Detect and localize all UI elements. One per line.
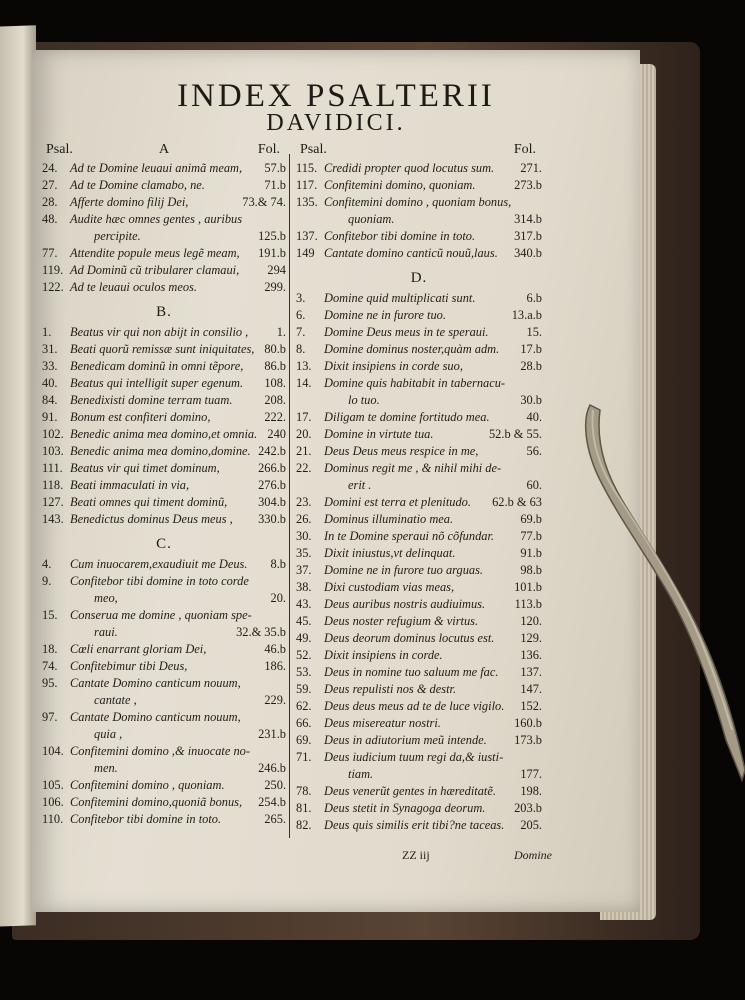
folio-reference: 52.b & 55. — [488, 427, 542, 441]
incipit-text: Domine ne in furore tuo arguas. — [324, 563, 484, 577]
psalm-number: 35. — [296, 546, 312, 560]
index-entry — [42, 794, 286, 811]
folio-reference: 108. — [264, 376, 286, 390]
folio-reference: 152. — [520, 699, 542, 713]
psalm-number: 71. — [296, 750, 312, 764]
index-entry — [42, 409, 286, 426]
psalm-number: 27. — [42, 178, 58, 192]
psalm-number: 6. — [296, 308, 306, 322]
incipit-text: Diligam te domine fortitudo mea. — [324, 410, 490, 424]
psalm-number: 91. — [42, 410, 58, 424]
section-letter: C. — [156, 536, 172, 552]
psalm-number: 38. — [296, 580, 312, 594]
incipit-text: Bonum est confiteri domino, — [70, 410, 211, 424]
index-entry — [42, 358, 286, 375]
psalm-number: 13. — [296, 359, 312, 373]
folio-reference: 340.b — [514, 246, 542, 260]
psalm-number: 33. — [42, 359, 58, 373]
folio-reference: 299. — [264, 280, 286, 294]
index-entry — [296, 715, 542, 732]
incipit-text: percipite. — [94, 229, 141, 243]
incipit-text: Beatus vir qui timet dominum, — [70, 461, 220, 475]
folio-reference: 57.b — [264, 161, 286, 175]
folio-reference: 77.b — [520, 529, 542, 543]
index-entry — [42, 811, 286, 828]
folio-reference: 205. — [520, 818, 542, 832]
folio-reference: 125.b — [258, 229, 286, 243]
folio-reference: 40. — [526, 410, 542, 424]
index-entry — [296, 528, 542, 545]
folio-reference: 314.b — [514, 212, 542, 226]
incipit-text: Benedic anima mea domino,domine. — [70, 444, 251, 458]
psalm-number: 3. — [296, 291, 306, 305]
index-entry — [296, 766, 542, 783]
index-entry — [42, 675, 286, 692]
index-entry — [42, 709, 286, 726]
index-entry — [296, 511, 542, 528]
fol-heading: Fol. — [513, 142, 536, 157]
psalm-number: 7. — [296, 325, 306, 339]
index-entry — [42, 194, 286, 211]
index-entry — [42, 177, 286, 194]
folio-reference: 273.b — [514, 178, 542, 192]
psalm-number: 118. — [42, 478, 64, 492]
psalm-number: 102. — [42, 427, 64, 441]
psalm-number: 43. — [296, 597, 312, 611]
index-entry — [42, 228, 286, 245]
psalm-number: 52. — [296, 648, 312, 662]
psalm-number: 66. — [296, 716, 312, 730]
folio-reference: 20. — [270, 591, 286, 605]
index-entry — [42, 460, 286, 477]
folio-reference: 69.b — [520, 512, 542, 526]
incipit-text: meo, — [94, 591, 118, 605]
folio-reference: 330.b — [258, 512, 286, 526]
incipit-text: Benedic anima mea domino,et omnia. — [70, 427, 258, 441]
incipit-text: Confitebor tibi domine in toto. — [324, 229, 476, 243]
index-entry — [296, 375, 542, 392]
incipit-text: quia , — [94, 727, 123, 741]
folio-reference: 8.b — [270, 557, 286, 571]
folio-reference: 266.b — [258, 461, 286, 475]
index-entry — [296, 732, 542, 749]
incipit-text: Confitebor tibi domine in toto. — [70, 812, 222, 826]
psalm-number: 14. — [296, 376, 312, 390]
incipit-text: Beati immaculati in via, — [70, 478, 190, 492]
index-entry — [296, 783, 542, 800]
index-entry — [296, 194, 542, 211]
folio-reference: 80.b — [264, 342, 286, 356]
folio-reference: 13.a.b — [511, 308, 542, 322]
incipit-text: Conserua me domine , quoniam spe- — [70, 608, 252, 622]
index-entry — [42, 624, 286, 641]
index-entry — [42, 726, 286, 743]
folio-reference: 137. — [520, 665, 542, 679]
index-entry — [296, 358, 542, 375]
incipit-text: Cum inuocarem,exaudiuit me Deus. — [70, 557, 248, 571]
index-entry — [42, 494, 286, 511]
psalm-number: 31. — [42, 342, 58, 356]
psalm-number: 149 — [296, 246, 315, 260]
index-entry — [296, 749, 542, 766]
folio-reference: 28.b — [520, 359, 542, 373]
index-entry — [296, 211, 542, 228]
column-header — [296, 138, 542, 160]
incipit-text: Ad Dominũ cũ tribularer clamaui, — [70, 263, 240, 277]
incipit-text: Cantate domino canticũ nouũ,laus. — [324, 246, 498, 260]
incipit-text: erit . — [348, 478, 372, 492]
index-entry — [42, 477, 286, 494]
page-footer — [402, 848, 552, 868]
psalm-number: 78. — [296, 784, 312, 798]
incipit-text: Benedixisti domine terram tuam. — [70, 393, 233, 407]
folio-reference: 62.b & 63 — [492, 495, 542, 509]
psalm-number: 22. — [296, 461, 312, 475]
psalm-number: 143. — [42, 512, 64, 526]
index-entry — [42, 392, 286, 409]
index-entry — [296, 545, 542, 562]
incipit-text: Cantate Domino canticum nouum, — [70, 710, 241, 724]
incipit-text: Beatus vir qui non abijt in consilio , — [70, 325, 249, 339]
incipit-text: Domine in virtute tua. — [324, 427, 434, 441]
psalm-number: 95. — [42, 676, 58, 690]
index-entry — [296, 630, 542, 647]
psalm-number: 24. — [42, 161, 58, 175]
folio-reference: 113.b — [514, 597, 542, 611]
folio-reference: 91.b — [520, 546, 542, 560]
folio-reference: 56. — [526, 444, 542, 458]
folio-reference: 46.b — [264, 642, 286, 656]
folio-reference: 317.b — [514, 229, 542, 243]
incipit-text: lo tuo. — [348, 393, 380, 407]
incipit-text: Domine Deus meus in te speraui. — [324, 325, 489, 339]
folio-reference: 17.b — [520, 342, 542, 356]
psalm-number: 59. — [296, 682, 312, 696]
incipit-text: Ad te leuaui oculos meos. — [70, 280, 197, 294]
index-entry — [42, 743, 286, 760]
psalm-number: 111. — [42, 461, 63, 475]
index-entry — [296, 477, 542, 494]
psalm-number: 4. — [42, 557, 52, 571]
incipit-text: tiam. — [348, 767, 374, 781]
facing-page-edge — [0, 25, 36, 927]
index-entry — [42, 760, 286, 777]
psalm-number: 81. — [296, 801, 312, 815]
psalm-number: 28. — [42, 195, 58, 209]
incipit-text: Confitebimur tibi Deus, — [70, 659, 188, 673]
folio-reference: 276.b — [258, 478, 286, 492]
index-entry — [296, 160, 542, 177]
incipit-text: Audite hæc omnes gentes , auribus — [70, 212, 243, 226]
psalm-number: 137. — [296, 229, 318, 243]
index-entry — [296, 613, 542, 630]
psalm-number: 1. — [42, 325, 52, 339]
psalm-number: 103. — [42, 444, 64, 458]
folio-reference: 186. — [264, 659, 286, 673]
incipit-text: Dixi custodiam vias meas, — [324, 580, 455, 594]
index-entry — [42, 692, 286, 709]
index-entry — [296, 245, 542, 262]
index-entry — [42, 375, 286, 392]
section-letter: D. — [410, 270, 428, 286]
incipit-text: Benedicam dominũ in omni tẽpore, — [70, 359, 244, 373]
psalm-number: 23. — [296, 495, 312, 509]
psalm-number: 110. — [42, 812, 64, 826]
psalm-number: 105. — [42, 778, 64, 792]
index-entry — [296, 698, 542, 715]
folio-reference: 1. — [276, 325, 286, 339]
incipit-text: cantate , — [94, 693, 137, 707]
incipit-text: Beati omnes qui timent dominũ, — [70, 495, 228, 509]
psal-heading: Psal. — [46, 142, 73, 157]
incipit-text: Beati quorũ remissæ sunt iniquitates, — [70, 342, 255, 356]
folio-reference: 177. — [520, 767, 542, 781]
catchword: Domine — [514, 848, 552, 862]
index-entry — [296, 177, 542, 194]
index-entry — [296, 800, 542, 817]
incipit-text: Cantate Domino canticum nouum, — [70, 676, 241, 690]
incipit-text: Dominus regit me , & nihil mihi de- — [324, 461, 502, 475]
index-entry — [296, 494, 542, 511]
index-entry — [42, 777, 286, 794]
incipit-text: Deus quis similis erit tibi?ne taceas. — [324, 818, 505, 832]
index-entry — [42, 324, 286, 341]
section-letter: B. — [156, 304, 172, 320]
incipit-text: Deus repulisti nos & destr. — [324, 682, 457, 696]
incipit-text: Credidi propter quod locutus sum. — [324, 161, 495, 175]
psalm-number: 104. — [42, 744, 64, 758]
folio-reference: 294 — [267, 263, 286, 277]
signature-mark: ZZ iij — [402, 848, 430, 862]
column-divider — [289, 154, 290, 838]
folio-reference: 304.b — [258, 495, 286, 509]
index-entry — [296, 324, 542, 341]
folio-reference: 147. — [520, 682, 542, 696]
incipit-text: Deus stetit in Synagoga deorum. — [324, 801, 486, 815]
folio-reference: 136. — [520, 648, 542, 662]
incipit-text: Cœli enarrant gloriam Dei, — [70, 642, 207, 656]
index-entry — [296, 341, 542, 358]
index-entry — [42, 641, 286, 658]
incipit-text: Deus venerũt gentes in hæreditatẽ. — [324, 784, 496, 798]
incipit-text: Domine dominus noster,quàm adm. — [324, 342, 500, 356]
index-entry — [42, 245, 286, 262]
folio-reference: 229. — [264, 693, 286, 707]
folio-reference: 203.b — [514, 801, 542, 815]
index-entry — [42, 511, 286, 528]
folio-reference: 30.b — [520, 393, 542, 407]
index-entry — [42, 590, 286, 607]
incipit-text: Confitemini domino, quoniam. — [324, 178, 476, 192]
psalm-number: 74. — [42, 659, 58, 673]
incipit-text: Dominus illuminatio mea. — [324, 512, 454, 526]
psalm-number: 122. — [42, 280, 64, 294]
psalm-number: 127. — [42, 495, 64, 509]
folio-reference: 208. — [264, 393, 286, 407]
index-entry — [42, 556, 286, 573]
psalm-number: 21. — [296, 444, 312, 458]
psalm-number: 37. — [296, 563, 312, 577]
psalm-number: 135. — [296, 195, 318, 209]
right-column — [296, 138, 542, 834]
index-entry — [296, 817, 542, 834]
folio-reference: 240 — [267, 427, 286, 441]
folio-reference: 15. — [526, 325, 542, 339]
folio-reference: 60. — [526, 478, 542, 492]
incipit-text: Domini est terra et plenitudo. — [324, 495, 471, 509]
index-entry — [42, 262, 286, 279]
psalm-number: 97. — [42, 710, 58, 724]
folio-reference: 160.b — [514, 716, 542, 730]
index-entry — [42, 573, 286, 590]
folio-reference: 173.b — [514, 733, 542, 747]
psalm-number: 26. — [296, 512, 312, 526]
incipit-text: Deus in nomine tuo saluum me fac. — [324, 665, 499, 679]
incipit-text: Confitebor tibi domine in toto corde — [70, 574, 249, 588]
folio-reference: 242.b — [258, 444, 286, 458]
psalm-number: 8. — [296, 342, 306, 356]
left-column — [42, 138, 286, 828]
page-title: INDEX PSALTERII — [177, 78, 495, 114]
psalm-number: 106. — [42, 795, 64, 809]
incipit-text: Confitemini domino , quoniam. — [70, 778, 225, 792]
index-entry — [42, 211, 286, 228]
index-entry — [42, 426, 286, 443]
incipit-text: Afferte domino filij Dei, — [70, 195, 189, 209]
incipit-text: In te Domine speraui nõ cõfundar. — [324, 529, 495, 543]
column-header — [42, 138, 286, 160]
index-entry — [42, 443, 286, 460]
incipit-text: Dixit insipiens in corde suo, — [324, 359, 463, 373]
folio-reference: 222. — [264, 410, 286, 424]
index-entry — [296, 443, 542, 460]
section-letter-a: A — [158, 142, 170, 157]
psalm-number: 53. — [296, 665, 312, 679]
folio-reference: 271. — [520, 161, 542, 175]
folio-reference: 198. — [520, 784, 542, 798]
index-entry — [42, 279, 286, 296]
index-entry — [296, 579, 542, 596]
psalm-number: 115. — [296, 161, 318, 175]
index-entry — [296, 426, 542, 443]
folio-reference: 191.b — [258, 246, 286, 260]
psalm-number: 84. — [42, 393, 58, 407]
psalm-number: 77. — [42, 246, 58, 260]
index-entry — [296, 307, 542, 324]
folio-reference: 250. — [264, 778, 286, 792]
folio-reference: 265. — [264, 812, 286, 826]
incipit-text: Deus auribus nostris audiuimus. — [324, 597, 486, 611]
incipit-text: quoniam. — [348, 212, 395, 226]
incipit-text: Domine quis habitabit in tabernacu- — [324, 376, 506, 390]
index-entry — [296, 392, 542, 409]
page-subtitle: DAVIDICI. — [266, 110, 406, 136]
index-entry — [42, 341, 286, 358]
incipit-text: Dixit insipiens in corde. — [324, 648, 443, 662]
index-page — [32, 50, 640, 912]
psalm-number: 117. — [296, 178, 318, 192]
psalm-number: 20. — [296, 427, 312, 441]
incipit-text: Confitemini domino , quoniam bonus, — [324, 195, 512, 209]
index-entry — [296, 228, 542, 245]
psalm-number: 15. — [42, 608, 58, 622]
incipit-text: raui. — [94, 625, 118, 639]
psalm-number: 30. — [296, 529, 312, 543]
psalm-number: 45. — [296, 614, 312, 628]
index-entry — [296, 647, 542, 664]
psal-heading: Psal. — [300, 142, 327, 157]
index-entry — [296, 409, 542, 426]
incipit-text: Domine quid multiplicati sunt. — [324, 291, 476, 305]
folio-reference: 32.& 35.b — [236, 625, 286, 639]
psalm-number: 49. — [296, 631, 312, 645]
psalm-number: 18. — [42, 642, 58, 656]
index-entry — [42, 607, 286, 624]
folio-reference: 73.& 74. — [242, 195, 286, 209]
incipit-text: Benedictus dominus Deus meus , — [70, 512, 233, 526]
index-entry — [296, 290, 542, 307]
psalm-number: 69. — [296, 733, 312, 747]
incipit-text: Dixit iniustus,vt delinquat. — [324, 546, 456, 560]
index-entry — [42, 658, 286, 675]
folio-reference: 101.b — [514, 580, 542, 594]
index-entry — [296, 596, 542, 613]
incipit-text: Deus iudicium tuum regi da,& iusti- — [324, 750, 504, 764]
folio-reference: 86.b — [264, 359, 286, 373]
incipit-text: Ad te Domine clamabo, ne. — [70, 178, 205, 192]
psalm-number: 62. — [296, 699, 312, 713]
incipit-text: Deus misereatur nostri. — [324, 716, 441, 730]
folio-reference: 71.b — [264, 178, 286, 192]
incipit-text: Confitemini domino ,& inuocate no- — [70, 744, 250, 758]
folio-reference: 6.b — [526, 291, 542, 305]
psalm-number: 40. — [42, 376, 58, 390]
psalm-number: 17. — [296, 410, 312, 424]
index-entry — [42, 160, 286, 177]
incipit-text: Deus deorum dominus locutus est. — [324, 631, 495, 645]
incipit-text: Confitemini domino,quoniã bonus, — [70, 795, 243, 809]
incipit-text: Deus deus meus ad te de luce vigilo. — [324, 699, 505, 713]
folio-reference: 231.b — [258, 727, 286, 741]
psalm-number: 82. — [296, 818, 312, 832]
folio-reference: 98.b — [520, 563, 542, 577]
index-entry — [296, 681, 542, 698]
incipit-text: Attendite popule meus legẽ meam, — [70, 246, 240, 260]
incipit-text: Beatus qui intelligit super egenum. — [70, 376, 244, 390]
folio-reference: 246.b — [258, 761, 286, 775]
incipit-text: Domine ne in furore tuo. — [324, 308, 446, 322]
facing-page-text — [0, 66, 26, 487]
incipit-text: Deus Deus meus respice in me, — [324, 444, 479, 458]
folio-reference: 254.b — [258, 795, 286, 809]
psalm-number: 48. — [42, 212, 58, 226]
psalm-number: 9. — [42, 574, 52, 588]
folio-reference: 120. — [520, 614, 542, 628]
fol-heading: Fol. — [257, 142, 280, 157]
incipit-text: Deus in adiutorium meũ intende. — [324, 733, 487, 747]
index-entry — [296, 562, 542, 579]
index-entry — [296, 664, 542, 681]
index-entry — [296, 460, 542, 477]
incipit-text: men. — [94, 761, 118, 775]
incipit-text: Deus noster refugium & virtus. — [324, 614, 479, 628]
folio-reference: 129. — [520, 631, 542, 645]
psalm-number: 119. — [42, 263, 64, 277]
incipit-text: Ad te Domine leuaui animã meam, — [70, 161, 243, 175]
